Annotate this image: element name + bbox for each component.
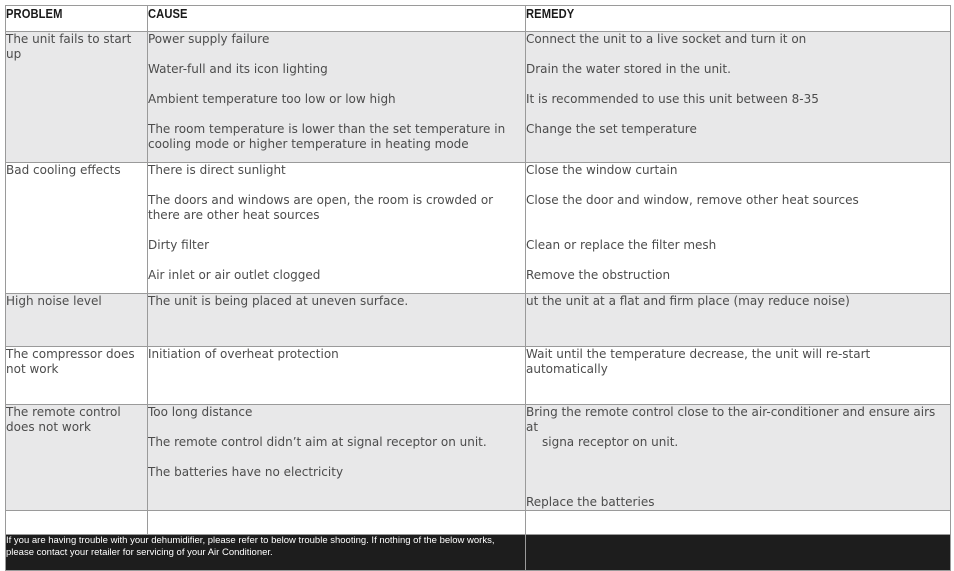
table-row xyxy=(6,405,951,511)
remedy-cell xyxy=(526,32,951,163)
problem-cell xyxy=(6,347,148,405)
remedy-item: It is recommended to use this unit between 8-35 xyxy=(526,92,819,106)
remedy-cell xyxy=(526,163,951,294)
cause-item: The batteries have no electricity xyxy=(148,465,344,479)
cause-item: Too long distance xyxy=(148,405,253,419)
table-row xyxy=(6,32,951,163)
remedy-item: Change the set temperature xyxy=(526,122,697,136)
remedy-cell xyxy=(526,405,951,511)
remedy-cell xyxy=(526,294,951,347)
cause-cell xyxy=(148,294,526,347)
cause-item: Dirty filter xyxy=(148,238,210,252)
cause-cell xyxy=(148,32,526,163)
cause-cell xyxy=(148,163,526,294)
header-row xyxy=(6,6,951,32)
table-row xyxy=(6,294,951,347)
cause-cell xyxy=(148,347,526,405)
footer-note-text: If you are having trouble with your dehumidifier, please refer to below trouble shooting. If nothing of the below works, please contact your retailer for servicing of your Air Conditioner. xyxy=(6,535,495,558)
header-remedy: REMEDY xyxy=(526,6,951,32)
remedy-item: Replace the batteries xyxy=(526,495,655,509)
cause-item: The room temperature is lower than the set temperature in cooling mode or higher temperature in heating mode xyxy=(148,122,506,151)
problem-text: Bad cooling effects xyxy=(6,163,121,177)
header-cause: CAUSE xyxy=(148,6,526,32)
remedy-cell xyxy=(526,347,951,405)
problem-text: The unit fails to start up xyxy=(6,32,132,61)
remedy-item: Close the window curtain xyxy=(526,163,678,177)
cause-item: Power supply failure xyxy=(148,32,270,46)
header-problem: PROBLEM xyxy=(6,6,148,32)
remedy-item: Remove the obstruction xyxy=(526,268,671,282)
remedy-item: ut the unit at a flat and firm place (may reduce noise) xyxy=(526,294,850,308)
table-row xyxy=(6,163,951,294)
problem-cell xyxy=(6,163,148,294)
cause-item: Initiation of overheat protection xyxy=(148,347,339,361)
empty-cell xyxy=(6,511,148,535)
remedy-item: Close the door and window, remove other heat sources xyxy=(526,193,859,207)
footer-dark-cell xyxy=(526,535,951,571)
empty-row xyxy=(6,511,951,535)
remedy-item: Drain the water stored in the unit. xyxy=(526,62,731,76)
remedy-item: Clean or replace the filter mesh xyxy=(526,238,717,252)
cause-item: Water-full and its icon lighting xyxy=(148,62,328,76)
troubleshooting-sheet xyxy=(5,5,950,571)
cause-item: The doors and windows are open, the room is crowded or there are other heat sources xyxy=(148,193,494,222)
problem-cell xyxy=(6,294,148,347)
footer-row xyxy=(6,535,951,571)
remedy-item-continued: signa receptor on unit. xyxy=(542,435,679,449)
cause-item: The remote control didn’t aim at signal receptor on unit. xyxy=(148,435,487,449)
empty-cell xyxy=(526,511,951,535)
remedy-item: Connect the unit to a live socket and turn it on xyxy=(526,32,807,46)
empty-cell xyxy=(148,511,526,535)
cause-item: Air inlet or air outlet clogged xyxy=(148,268,321,282)
cause-item: Ambient temperature too low or low high xyxy=(148,92,396,106)
problem-cell xyxy=(6,32,148,163)
problem-cell xyxy=(6,405,148,511)
troubleshooting-table xyxy=(5,5,951,571)
cause-cell xyxy=(148,405,526,511)
remedy-item: Wait until the temperature decrease, the unit will re-start automatically xyxy=(526,347,871,376)
problem-text: The compressor does not work xyxy=(6,347,135,376)
problem-text: The remote control does not work xyxy=(6,405,121,434)
table-row xyxy=(6,347,951,405)
cause-item: The unit is being placed at uneven surface. xyxy=(148,294,409,308)
footer-note xyxy=(6,535,526,571)
remedy-item: Bring the remote control close to the air-conditioner and ensure airs at xyxy=(526,405,936,434)
cause-item: There is direct sunlight xyxy=(148,163,286,177)
problem-text: High noise level xyxy=(6,294,102,308)
